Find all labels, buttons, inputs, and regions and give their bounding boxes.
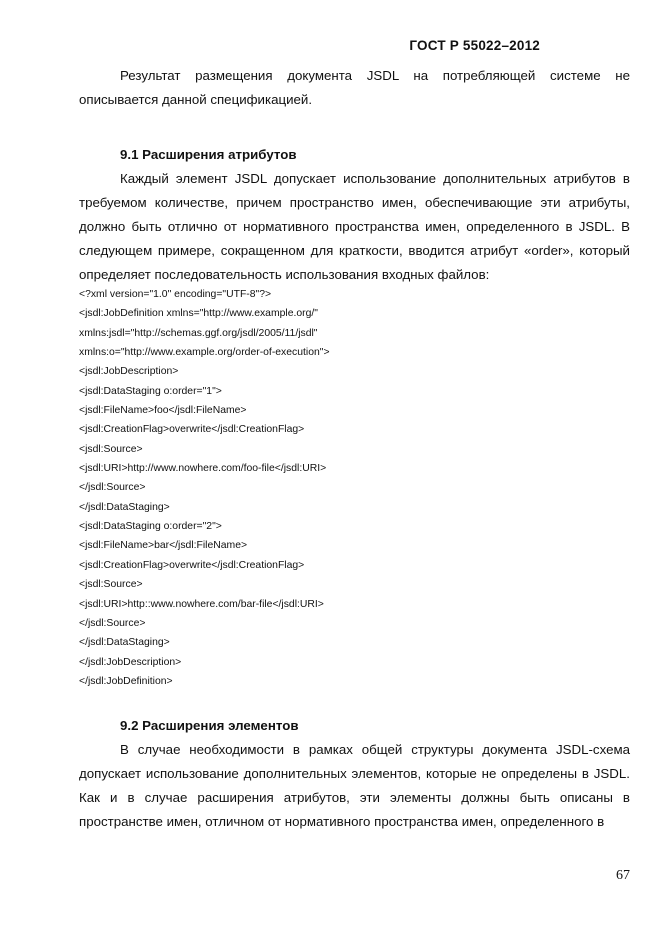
code-line: <jsdl:URI>http://www.nowhere.com/foo-file</jsdl:URI> bbox=[79, 463, 327, 475]
intro-paragraph-text: Результат размещения документа JSDL на потребляющей системе не описывается данной спецификацией. bbox=[79, 68, 630, 107]
code-line: <jsdl:DataStaging o:order="1"> bbox=[79, 385, 222, 397]
code-line: </jsdl:DataStaging> bbox=[79, 501, 170, 513]
xml-code-listing bbox=[79, 285, 330, 691]
code-line: xmlns:jsdl="http://schemas.ggf.org/jsdl/2005/11/jsdl" bbox=[79, 327, 318, 339]
code-line: <jsdl:JobDefinition xmlns="http://www.example.org/" bbox=[79, 308, 318, 320]
code-line: <jsdl:Source> bbox=[79, 579, 143, 591]
code-line: <jsdl:DataStaging o:order="2"> bbox=[79, 521, 222, 533]
code-line: </jsdl:JobDefinition> bbox=[79, 675, 173, 687]
code-line: </jsdl:Source> bbox=[79, 482, 146, 494]
code-line: </jsdl:Source> bbox=[79, 617, 146, 629]
intro-paragraph bbox=[79, 64, 630, 112]
code-line: <jsdl:Source> bbox=[79, 443, 143, 455]
code-line: </jsdl:DataStaging> bbox=[79, 637, 170, 649]
section-9-1-paragraph-text: Каждый элемент JSDL допускает использование дополнительных атрибутов в требуемом количестве, причем пространство имен, обеспечивающие эти атрибуты, должно быть отлично от нормативного пространства имен, определенного в JSDL. В следующем примере, сокращенном для краткости, вводится атрибут «order», который определяет последовательность использования входных файлов: bbox=[79, 171, 630, 282]
code-line: <jsdl:CreationFlag>overwrite</jsdl:CreationFlag> bbox=[79, 559, 305, 571]
section-9-1-paragraph bbox=[79, 167, 630, 287]
section-9-1-heading: 9.1 Расширения атрибутов bbox=[120, 147, 297, 162]
code-line: <jsdl:JobDescription> bbox=[79, 366, 179, 378]
code-line: xmlns:o="http://www.example.org/order-of-execution"> bbox=[79, 347, 330, 359]
section-9-2-paragraph bbox=[79, 738, 630, 834]
code-line: <jsdl:URI>http::www.nowhere.com/bar-file</jsdl:URI> bbox=[79, 598, 324, 610]
code-line: <jsdl:CreationFlag>overwrite</jsdl:CreationFlag> bbox=[79, 424, 305, 436]
code-line: <?xml version="1.0" encoding="UTF-8"?> bbox=[79, 289, 272, 300]
code-line: </jsdl:JobDescription> bbox=[79, 656, 182, 668]
page-number: 67 bbox=[616, 868, 630, 883]
section-9-2-paragraph-text: В случае необходимости в рамках общей структуры документа JSDL-схема допускает использование дополнительных элементов, которые не определены в JSDL. Как и в случае расширения атрибутов, эти элементы должны быть описаны в пространстве имен, отличном от нормативного пространства имен, определенного в bbox=[79, 742, 630, 829]
document-code-header: ГОСТ Р 55022–2012 bbox=[409, 38, 540, 53]
section-9-2-heading: 9.2 Расширения элементов bbox=[120, 718, 299, 733]
code-line: <jsdl:FileName>bar</jsdl:FileName> bbox=[79, 540, 248, 552]
code-line: <jsdl:FileName>foo</jsdl:FileName> bbox=[79, 405, 247, 417]
